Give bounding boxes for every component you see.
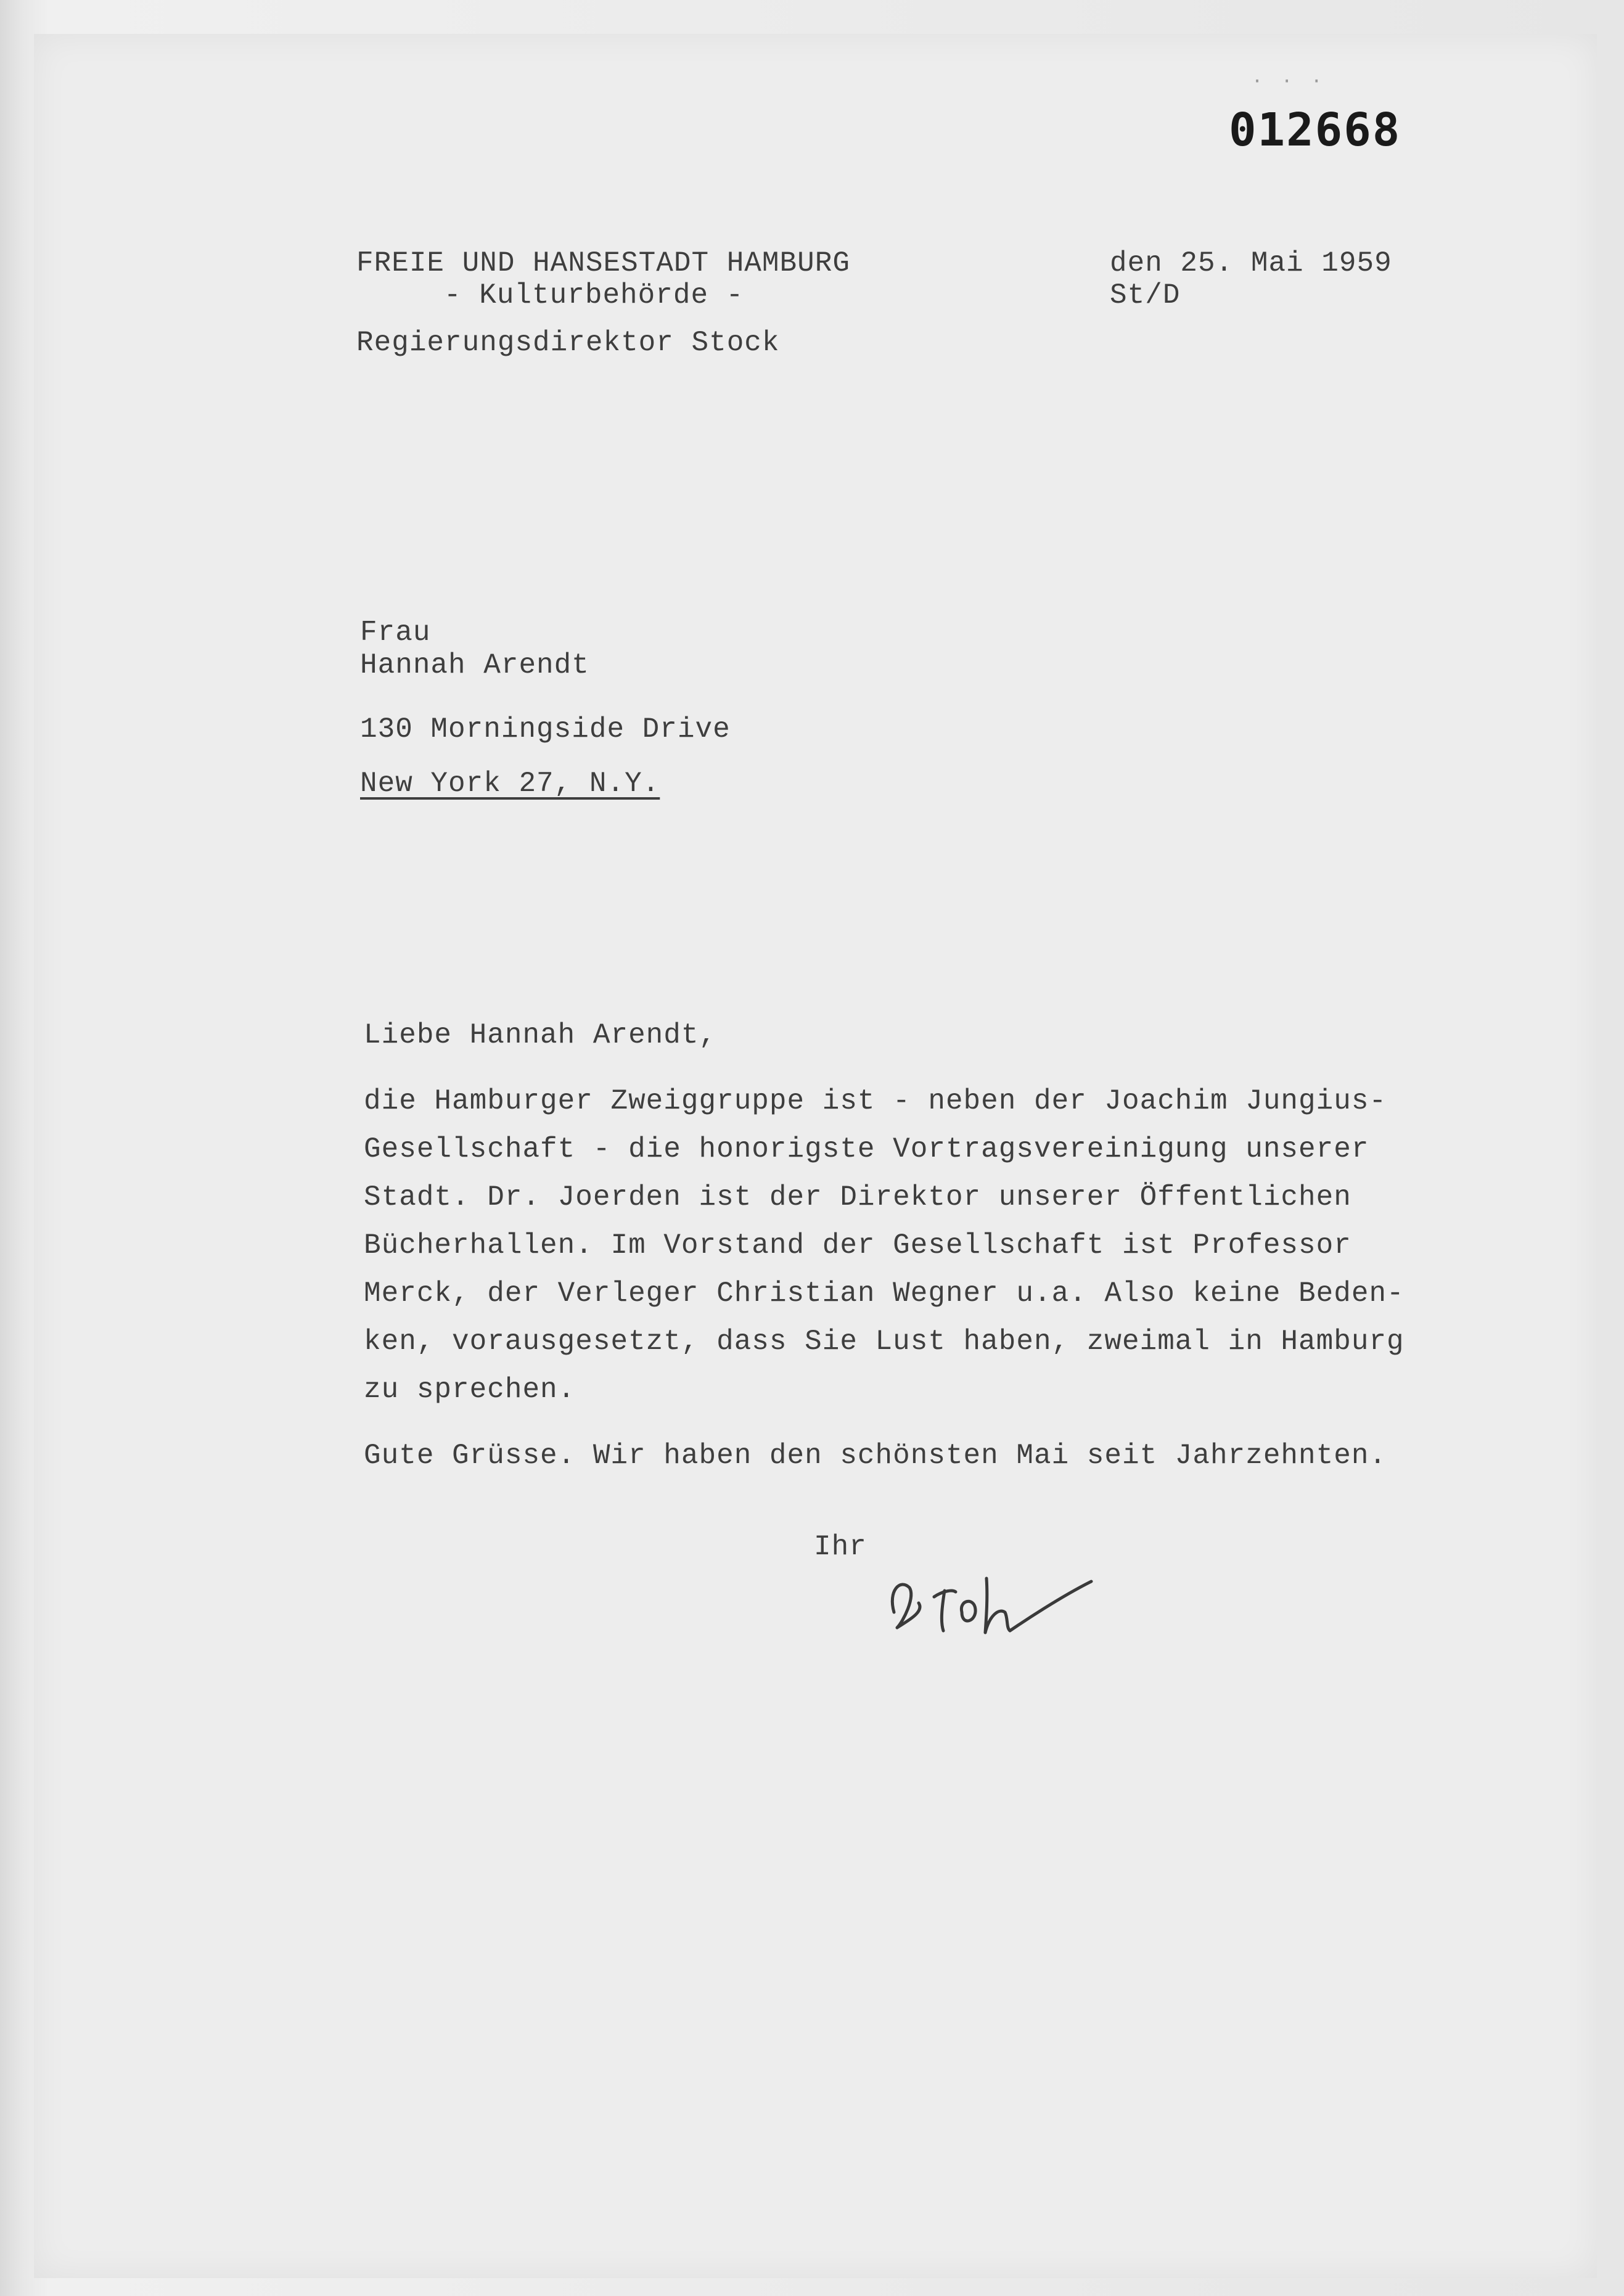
sender-official: Regierungsdirektor Stock: [356, 327, 780, 359]
sender-department: - Kulturbehörde -: [444, 279, 744, 311]
letter-body-paragraph: [364, 1077, 1405, 1414]
body-line: Merck, der Verleger Christian Wegner u.a. Also keine Beden-: [364, 1277, 1405, 1310]
body-line: ken, vorausgesetzt, dass Sie Lust haben, zweimal in Hamburg: [364, 1326, 1405, 1358]
body-line: die Hamburger Zweiggruppe ist - neben der Joachim Jungius-: [364, 1085, 1387, 1117]
archive-number: 012668: [1229, 104, 1401, 157]
recipient-name: Hannah Arendt: [360, 649, 589, 681]
body-line: Stadt. Dr. Joerden ist der Direktor unserer Öffentlichen: [364, 1181, 1351, 1213]
recipient-title: Frau: [360, 617, 431, 649]
letter-closing-paragraph: Gute Grüsse. Wir haben den schönsten Mai seit Jahrzehnten.: [364, 1440, 1387, 1472]
letter-greeting: Liebe Hannah Arendt,: [364, 1019, 717, 1051]
letter-date: den 25. Mai 1959: [1110, 247, 1392, 279]
reference-code: St/D: [1110, 279, 1181, 311]
recipient-street: 130 Morningside Drive: [360, 713, 731, 745]
sender-institution: FREIE UND HANSESTADT HAMBURG: [356, 247, 850, 279]
body-line: Bücherhallen. Im Vorstand der Gesellschaft ist Professor: [364, 1229, 1351, 1261]
recipient-city: New York 27, N.Y.: [360, 768, 660, 800]
faint-stamp-mark: · · ·: [1252, 71, 1326, 92]
letter-closing: Ihr: [814, 1531, 867, 1563]
body-line: Gesellschaft - die honorigste Vortragsvereinigung unserer: [364, 1133, 1369, 1165]
body-line: zu sprechen.: [364, 1374, 576, 1406]
handwritten-signature: [876, 1554, 1122, 1652]
